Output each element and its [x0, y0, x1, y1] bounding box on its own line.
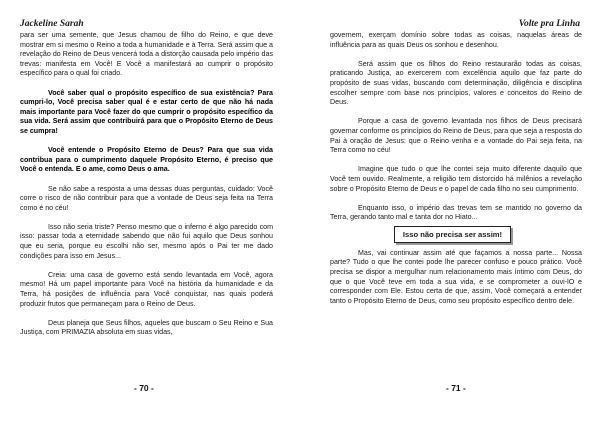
left-paragraph-2	[20, 89, 273, 137]
left-paragraph-1: para ser uma semente, que Jesus chamou de filho do Reino, e que deve mostrar em si mesmo o Reino a toda a humanidade e à Terra. Será assim que a revelação do Reino de Deus vencerá toda a distorção causada pelo império das trevas: manifesta em Você! E Você a manifestará ao cumprir o propósito específico para o qual foi criado.	[20, 31, 273, 78]
left-paragraph-3	[20, 146, 273, 175]
right-paragraph-3: Porque a casa de governo levantada nos filhos de Deus precisará governar conforme os princípios do Reino de Deus, para que seja a resposta do Pai à oração de Jesus: que o Reino venha e a vontade do Pai seja feita, na Terra como no céu!	[330, 117, 582, 155]
right-paragraph-4: Imagine que tudo o que lhe contei seja muito diferente daquilo que Você tem ouvido. Realmente, a religião tem distorcido há milênios a revelação sobre o Propósito Eterno de Deus e o papel de cada filho no seu cumprimento.	[330, 165, 582, 193]
left-page-body	[20, 31, 273, 338]
left-paragraph-4: Se não sabe a resposta a uma dessas duas perguntas, cuidado: Você corre o risco de não contribuir para que a vontade de Deus seja feita na Terra como é no céu!	[20, 184, 273, 212]
left-paragraph-5: Isso não seria triste? Penso mesmo que o inferno é algo parecido com isso: passar toda a eternidade sabendo que não fui aquilo que Deus sonhou que eu seria, porque eu escolhi não ser, mesmo após o Pai ter me dado condições para isso em Jesus...	[20, 222, 273, 260]
left-paragraph-7: Deus planeja que Seus filhos, aqueles que buscam o Seu Reino e Sua Justiça, com PRIMAZIA absoluta em suas vidas,	[20, 318, 273, 337]
right-page	[308, 0, 598, 424]
left-page-header: Jackeline Sarah	[20, 19, 84, 29]
right-page-number: - 71 -	[446, 383, 466, 393]
left-page-number: - 70 -	[134, 383, 154, 393]
right-page-body	[330, 31, 582, 306]
question-eternal-purpose: Você entende o Propósito Eterno de Deus? Para que sua vida contribua para o cumprimento daquele Propósito Eterno, é preciso que Você o entenda. E o ame, como Deus o ama.	[20, 146, 273, 174]
right-page-header: Volte pra Linha	[518, 19, 580, 29]
left-paragraph-6: Creia: uma casa de governo está sendo levantada em Você, agora mesmo! Há um papel importante para Você na história da humanidade e da Terra, há posições de influência para Você conquistar, nas quais poderá produzir frutos que permaneçam para o Reino de Deus.	[20, 270, 273, 308]
section-box-title: Isso não precisa ser assim!	[394, 226, 511, 243]
right-paragraph-1: governem, exerçam domínio sobre todas as coisas, naquelas áreas de influência para as quais Deus os sonhou e desenhou.	[330, 31, 582, 49]
left-page	[0, 0, 290, 424]
question-existence: Você saber qual o propósito específico de sua existência? Para cumpri-lo, Você precisa saber qual é e estar certo de que não há nada mais importante para Você fazer do que cumprir o propósito específico da sua vida. Será assim que contribuirá para que o Propósito Eterno de Deus se cumpra!	[20, 88, 273, 135]
right-paragraph-6: Mas, vai continuar assim até que façamos a nossa parte... Nossa parte? Tudo o que lhe contei pode lhe parecer confuso e pouco prático. Você precisa se dispor a mergulhar num relacionamento mais íntimo com Deus, do que o que Você teve em toda a sua vida, e se comprometer a ouvi-lO e corresponder com Ele. Estou certa de que, assim, Você começará a entender tanto o Propósito Eterno de Deus, como seu propósito específico dentro dele.	[330, 248, 582, 305]
right-paragraph-2: Será assim que os filhos do Reino restaurarão todas as coisas, praticando Justiça, ao exercerem com excelência aquilo que faz parte do propósito de suas vidas, buscando com determinação, diligência e disciplina escolher sempre com base nos princípios, valores e conceitos do Reino de Deus.	[330, 59, 582, 107]
right-paragraph-5: Enquanto isso, o império das trevas tem se mantido no governo da Terra, gerando tanto mal e tanta dor no Hiato...	[330, 203, 582, 222]
